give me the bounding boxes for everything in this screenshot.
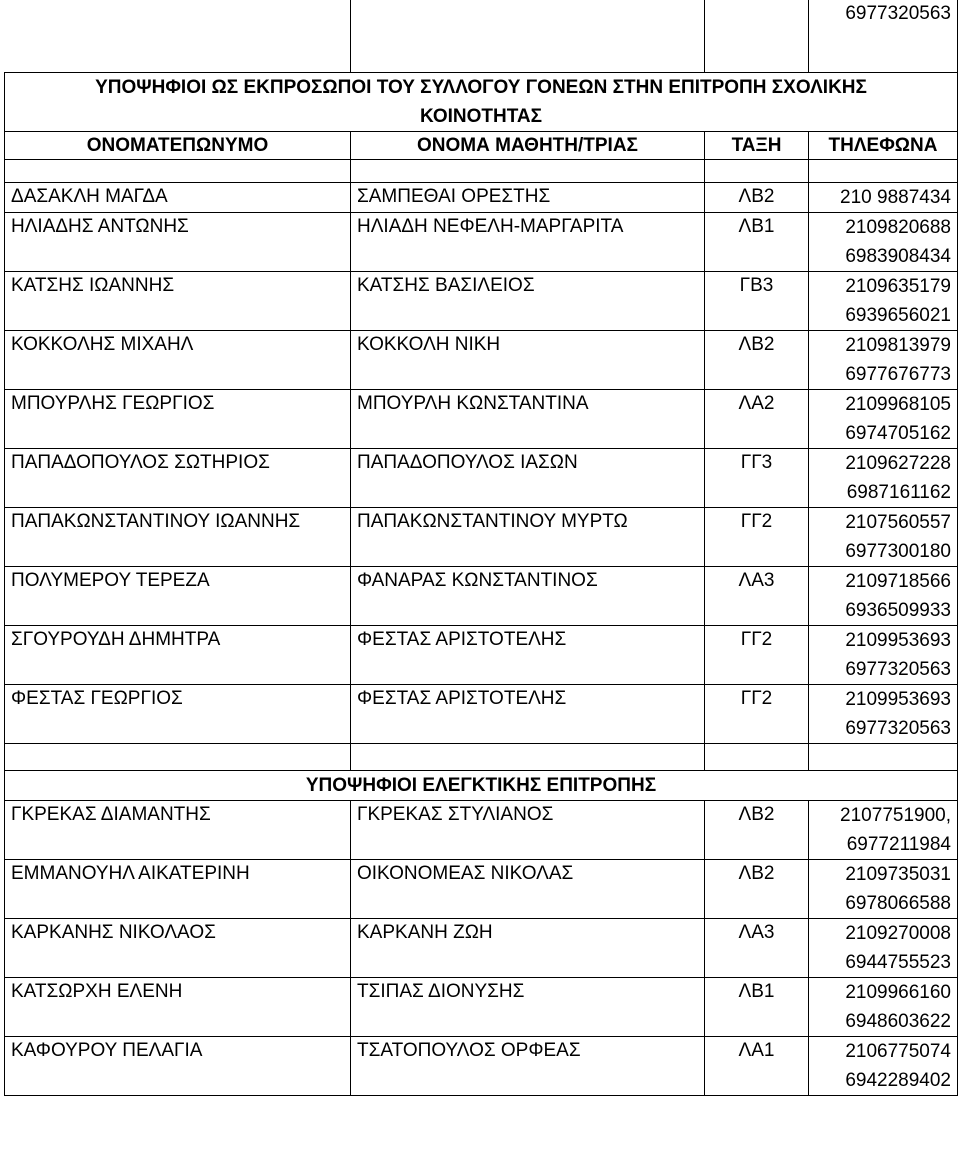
student-name: ΤΣΙΠΑΣ ΔΙΟΝΥΣΗΣ (351, 978, 705, 1037)
class-cell: ΓΓ2 (705, 685, 809, 744)
phone-secondary: 6987161162 (846, 482, 951, 503)
class-cell: ΛΑ2 (705, 390, 809, 449)
table-row (5, 978, 958, 1037)
table-row (5, 860, 958, 919)
table-row (5, 685, 958, 744)
parent-name: ΚΑΦΟΥΡΟΥ ΠΕΛΑΓΙΑ (5, 1037, 351, 1096)
parent-name: ΚΟΚΚΟΛΗΣ ΜΙΧΑΗΛ (5, 331, 351, 390)
class-cell: ΓΓ2 (705, 508, 809, 567)
class-cell: ΛΒ2 (705, 331, 809, 390)
phone-primary: 2106775074 (845, 1041, 951, 1062)
table-row (5, 272, 958, 331)
student-name: ΦΕΣΤΑΣ ΑΡΙΣΤΟΤΕΛΗΣ (351, 685, 705, 744)
phone-primary: 2107560557 (845, 512, 951, 533)
table-row (5, 801, 958, 860)
phone-secondary: 6974705162 (845, 423, 951, 444)
class-cell: ΛΒ2 (705, 860, 809, 919)
phone-primary: 2109635179 (845, 276, 951, 297)
candidates-table (4, 0, 958, 1096)
parent-name: ΠΑΠΑΔΟΠΟΥΛΟΣ ΣΩΤΗΡΙΟΣ (5, 449, 351, 508)
parent-name: ΣΓΟΥΡΟΥΔΗ ΔΗΜΗΤΡΑ (5, 626, 351, 685)
phones-cell (809, 919, 958, 978)
parent-name: ΚΑΡΚΑΝΗΣ ΝΙΚΟΛΑΟΣ (5, 919, 351, 978)
header-phones: ΤΗΛΕΦΩΝΑ (809, 132, 958, 160)
phones-cell (809, 567, 958, 626)
class-cell: ΛΒ2 (705, 801, 809, 860)
phone-secondary: 6948603622 (845, 1011, 951, 1032)
parent-name: ΦΕΣΤΑΣ ΓΕΩΡΓΙΟΣ (5, 685, 351, 744)
phone-primary: 2109735031 (845, 864, 951, 885)
student-name: ΚΑΤΣΗΣ ΒΑΣΙΛΕΙΟΣ (351, 272, 705, 331)
parent-name: ΗΛΙΑΔΗΣ ΑΝΤΩΝΗΣ (5, 213, 351, 272)
student-name: ΦΑΝΑΡΑΣ ΚΩΝΣΤΑΝΤΙΝΟΣ (351, 567, 705, 626)
phones-cell (809, 685, 958, 744)
table-row (5, 213, 958, 272)
phone-secondary: 6977320563 (845, 718, 951, 739)
parent-name: ΔΑΣΑΚΛΗ ΜΑΓΔΑ (5, 183, 351, 213)
class-cell: ΛΑ3 (705, 567, 809, 626)
phone-primary: 2107751900, (840, 805, 951, 826)
parent-name: ΕΜΜΑΝΟΥΗΛ ΑΙΚΑΤΕΡΙΝΗ (5, 860, 351, 919)
top-phone: 6977320563 (809, 0, 958, 73)
phone-secondary: 6939656021 (845, 305, 951, 326)
class-cell: ΓΓ2 (705, 626, 809, 685)
header-row (5, 132, 958, 160)
phone-secondary: 6983908434 (845, 246, 951, 267)
student-name: ΚΑΡΚΑΝΗ ΖΩΗ (351, 919, 705, 978)
spacer-row (5, 160, 958, 183)
class-cell: ΛΑ1 (705, 1037, 809, 1096)
header-class: ΤΑΞΗ (705, 132, 809, 160)
parent-name: ΚΑΤΣΩΡΧΗ ΕΛΕΝΗ (5, 978, 351, 1037)
table-row (5, 331, 958, 390)
phone-primary: 2109953693 (845, 630, 951, 651)
top-row (5, 0, 958, 73)
header-name: ΟΝΟΜΑΤΕΠΩΝΥΜΟ (5, 132, 351, 160)
table-row (5, 919, 958, 978)
section2-title-row (5, 771, 958, 801)
parent-name: ΚΑΤΣΗΣ ΙΩΑΝΝΗΣ (5, 272, 351, 331)
phone-secondary: 6977300180 (845, 541, 951, 562)
student-name: ΓΚΡΕΚΑΣ ΣΤΥΛΙΑΝΟΣ (351, 801, 705, 860)
parent-name: ΠΟΛΥΜΕΡΟΥ ΤΕΡΕΖΑ (5, 567, 351, 626)
student-name: ΜΠΟΥΡΛΗ ΚΩΝΣΤΑΝΤΙΝΑ (351, 390, 705, 449)
table-row (5, 567, 958, 626)
table-row (5, 390, 958, 449)
phone-secondary: 6942289402 (845, 1070, 951, 1091)
class-cell: ΛΒ1 (705, 978, 809, 1037)
table-row (5, 1037, 958, 1096)
class-cell: ΛΒ2 (705, 183, 809, 213)
phone-primary: 2109968105 (845, 394, 951, 415)
phones-cell (809, 331, 958, 390)
student-name: ΠΑΠΑΔΟΠΟΥΛΟΣ ΙΑΣΩΝ (351, 449, 705, 508)
table-row (5, 626, 958, 685)
student-name: ΦΕΣΤΑΣ ΑΡΙΣΤΟΤΕΛΗΣ (351, 626, 705, 685)
section2-title: ΥΠΟΨΗΦΙΟΙ ΕΛΕΓΚΤΙΚΗΣ ΕΠΙΤΡΟΠΗΣ (5, 771, 958, 801)
phone-primary: 2109813979 (845, 335, 951, 356)
section1-title-line2: ΚΟΙΝΟΤΗΤΑΣ (419, 106, 543, 127)
phone-primary: 2109966160 (845, 982, 951, 1003)
phone-primary: 210 9887434 (840, 187, 951, 208)
phones-cell (809, 183, 958, 213)
phone-secondary: 6977211984 (846, 834, 951, 855)
student-name: ΚΟΚΚΟΛΗ ΝΙΚΗ (351, 331, 705, 390)
phone-secondary: 6977320563 (845, 659, 951, 680)
phone-primary: 2109270008 (845, 923, 951, 944)
student-name: ΗΛΙΑΔΗ ΝΕΦΕΛΗ-ΜΑΡΓΑΡΙΤΑ (351, 213, 705, 272)
header-student: ΟΝΟΜΑ ΜΑΘΗΤΗ/ΤΡΙΑΣ (351, 132, 705, 160)
phones-cell (809, 801, 958, 860)
phones-cell (809, 860, 958, 919)
spacer-row (5, 744, 958, 771)
parent-name: ΜΠΟΥΡΛΗΣ ΓΕΩΡΓΙΟΣ (5, 390, 351, 449)
phone-secondary: 6936509933 (845, 600, 951, 621)
phone-primary: 2109820688 (845, 217, 951, 238)
phone-secondary: 6978066588 (845, 893, 951, 914)
parent-name: ΓΚΡΕΚΑΣ ΔΙΑΜΑΝΤΗΣ (5, 801, 351, 860)
phones-cell (809, 272, 958, 331)
section1-title-line1: ΥΠΟΨΗΦΙΟΙ ΩΣ ΕΚΠΡΟΣΩΠΟΙ ΤΟΥ ΣΥΛΛΟΓΟΥ ΓΟΝΕΩΝ ΣΤΗΝ ΕΠΙΤΡΟΠΗ ΣΧΟΛΙΚΗΣ (95, 77, 867, 98)
phone-primary: 2109718566 (845, 571, 951, 592)
phones-cell (809, 1037, 958, 1096)
phone-primary: 2109627228 (845, 453, 951, 474)
student-name: ΠΑΠΑΚΩΝΣΤΑΝΤΙΝΟΥ ΜΥΡΤΩ (351, 508, 705, 567)
phone-secondary: 6977676773 (845, 364, 951, 385)
phone-primary: 2109953693 (845, 689, 951, 710)
phones-cell (809, 626, 958, 685)
student-name: ΣΑΜΠΕΘΑΙ ΟΡΕΣΤΗΣ (351, 183, 705, 213)
student-name: ΤΣΑΤΟΠΟΥΛΟΣ ΟΡΦΕΑΣ (351, 1037, 705, 1096)
phones-cell (809, 390, 958, 449)
table-row (5, 508, 958, 567)
class-cell: ΓΒ3 (705, 272, 809, 331)
phones-cell (809, 508, 958, 567)
class-cell: ΓΓ3 (705, 449, 809, 508)
phones-cell (809, 978, 958, 1037)
class-cell: ΛΑ3 (705, 919, 809, 978)
phones-cell (809, 449, 958, 508)
section1-title-row (5, 73, 958, 132)
table-row (5, 449, 958, 508)
table-row (5, 183, 958, 213)
class-cell: ΛΒ1 (705, 213, 809, 272)
phone-secondary: 6944755523 (845, 952, 951, 973)
phones-cell (809, 213, 958, 272)
parent-name: ΠΑΠΑΚΩΝΣΤΑΝΤΙΝΟΥ ΙΩΑΝΝΗΣ (5, 508, 351, 567)
student-name: ΟΙΚΟΝΟΜΕΑΣ ΝΙΚΟΛΑΣ (351, 860, 705, 919)
